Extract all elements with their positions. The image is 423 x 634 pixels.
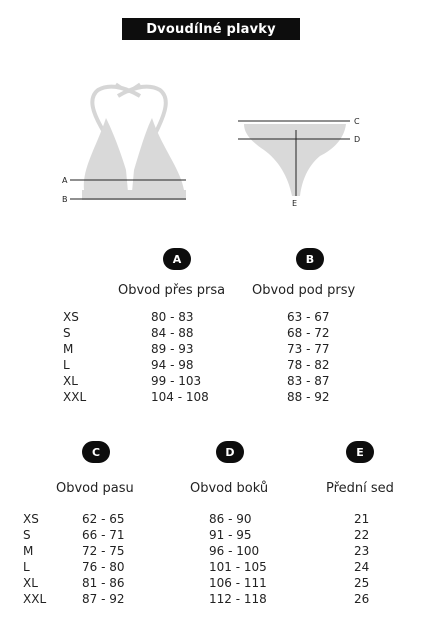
- cell-b: 73 - 77: [287, 342, 330, 356]
- page-title: Dvoudílné plavky: [122, 18, 300, 40]
- cell-a: 89 - 93: [151, 342, 194, 356]
- cell-d: 86 - 90: [209, 512, 252, 526]
- size-label: L: [63, 358, 70, 372]
- cell-b: 68 - 72: [287, 326, 330, 340]
- cell-c: 62 - 65: [82, 512, 125, 526]
- cell-a: 99 - 103: [151, 374, 202, 388]
- cell-b: 63 - 67: [287, 310, 330, 324]
- label-a: A: [62, 176, 68, 185]
- cell-a: 80 - 83: [151, 310, 194, 324]
- bikini-diagram: [0, 0, 423, 230]
- cell-e: 23: [354, 544, 370, 558]
- size-label: XL: [23, 576, 38, 590]
- size-label: M: [63, 342, 74, 356]
- cell-a: 84 - 88: [151, 326, 194, 340]
- size-label: XXL: [23, 592, 47, 606]
- cell-a: 94 - 98: [151, 358, 194, 372]
- cell-d: 112 - 118: [209, 592, 267, 606]
- cell-c: 76 - 80: [82, 560, 125, 574]
- size-label: XXL: [63, 390, 87, 404]
- badge-c: C: [82, 441, 110, 463]
- cell-d: 106 - 111: [209, 576, 267, 590]
- top-strap-right: [118, 87, 166, 132]
- label-b: B: [62, 195, 68, 204]
- cell-a: 104 - 108: [151, 390, 209, 404]
- cell-e: 22: [354, 528, 370, 542]
- size-label: S: [63, 326, 71, 340]
- column-header-c: Obvod pasu: [56, 481, 134, 496]
- label-e: E: [292, 199, 298, 208]
- cell-b: 83 - 87: [287, 374, 330, 388]
- size-label: XL: [63, 374, 78, 388]
- cell-c: 72 - 75: [82, 544, 125, 558]
- bottom-piece: [244, 124, 346, 196]
- column-header-e: Přední sed: [326, 481, 394, 496]
- column-header-a: Obvod přes prsa: [118, 283, 226, 298]
- cell-e: 24: [354, 560, 370, 574]
- label-d: D: [354, 135, 361, 144]
- cell-c: 81 - 86: [82, 576, 125, 590]
- cell-e: 25: [354, 576, 370, 590]
- column-header-d: Obvod boků: [190, 481, 269, 496]
- badge-b: B: [296, 248, 324, 270]
- badge-a: A: [163, 248, 191, 270]
- cell-b: 88 - 92: [287, 390, 330, 404]
- cell-c: 87 - 92: [82, 592, 125, 606]
- top-strap-left: [92, 87, 140, 132]
- cell-d: 96 - 100: [209, 544, 260, 558]
- cell-d: 91 - 95: [209, 528, 252, 542]
- size-label: M: [23, 544, 34, 558]
- cell-e: 21: [354, 512, 370, 526]
- top-cup-left: [84, 118, 128, 192]
- size-label: XS: [63, 310, 79, 324]
- cell-c: 66 - 71: [82, 528, 125, 542]
- label-c: C: [354, 117, 360, 126]
- cell-b: 78 - 82: [287, 358, 330, 372]
- cell-e: 26: [354, 592, 370, 606]
- size-label: S: [23, 528, 31, 542]
- size-label: L: [23, 560, 30, 574]
- badge-d: D: [216, 441, 244, 463]
- badge-e: E: [346, 441, 374, 463]
- cell-d: 101 - 105: [209, 560, 267, 574]
- size-label: XS: [23, 512, 39, 526]
- column-header-b: Obvod pod prsy: [252, 283, 356, 298]
